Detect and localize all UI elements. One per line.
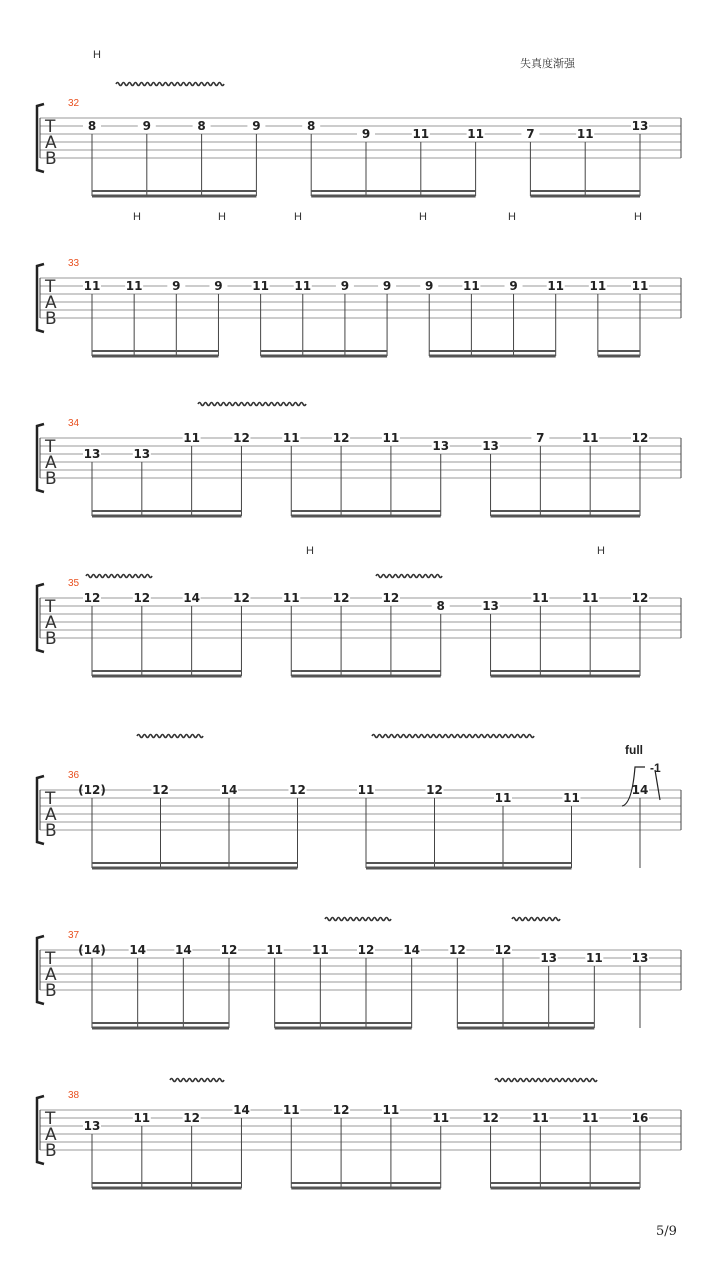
vibrato-mark <box>376 575 442 578</box>
fret-number: 11 <box>581 431 599 445</box>
measure-32 <box>37 49 681 196</box>
fret-number: 12 <box>220 943 238 957</box>
fret-number: 12 <box>482 1111 499 1125</box>
fret-number: 9 <box>425 279 434 293</box>
fret-number: 12 <box>233 591 250 605</box>
fret-number: 12 <box>357 943 375 957</box>
vibrato-mark <box>198 403 306 406</box>
hammer-on-label: H <box>508 211 516 223</box>
vibrato-mark <box>372 735 534 738</box>
fret-number: 11 <box>581 591 599 605</box>
fret-number: 11 <box>83 279 101 293</box>
measure-36 <box>37 770 681 868</box>
measure-number: 32 <box>68 98 80 109</box>
fret-number: 13 <box>432 439 450 453</box>
measure-35 <box>37 545 681 676</box>
vibrato-mark <box>116 83 224 86</box>
fret-number: 11 <box>266 943 284 957</box>
vibrato-mark <box>170 1079 224 1082</box>
bend-release: -1 <box>650 761 661 775</box>
fret-number: 9 <box>214 279 223 293</box>
tab-clef-letter: A <box>45 965 57 985</box>
measure-number: 36 <box>68 770 80 781</box>
fret-number: 11 <box>125 279 143 293</box>
measure-34 <box>37 418 681 516</box>
tab-clef-letter: T <box>45 597 56 617</box>
fret-number: 14 <box>403 943 421 957</box>
hammer-on-label: H <box>133 211 141 223</box>
tab-clef-letter: B <box>45 1141 57 1161</box>
fret-number: 12 <box>631 431 649 445</box>
fret-number: 14 <box>233 1103 250 1117</box>
tab-clef-letter: B <box>45 629 57 649</box>
fret-number: 12 <box>332 431 350 445</box>
fret-number: 13 <box>83 447 101 461</box>
hammer-on-label: H <box>218 211 226 223</box>
fret-number: 13 <box>482 599 499 613</box>
vibrato-mark <box>325 918 391 921</box>
fret-number: 11 <box>357 783 375 797</box>
measure-number: 33 <box>68 258 80 269</box>
fret-number: 11 <box>432 1111 450 1125</box>
measure-number: 34 <box>68 418 80 429</box>
tab-clef-letter: T <box>45 117 56 137</box>
vibrato-mark <box>512 918 560 921</box>
tab-clef-letter: T <box>45 1109 56 1129</box>
fret-number: 9 <box>142 119 151 133</box>
fret-number: 9 <box>340 279 350 293</box>
hammer-on-label: H <box>306 545 314 557</box>
fret-number: 11 <box>563 791 580 805</box>
fret-number: 11 <box>547 279 565 293</box>
hammer-on-label: H <box>294 211 302 223</box>
fret-number: 11 <box>311 943 329 957</box>
tab-clef-letter: A <box>45 805 57 825</box>
hammer-on-label: H <box>419 211 427 223</box>
fret-number: 11 <box>252 279 269 293</box>
fret-number: 13 <box>631 951 649 965</box>
page-number: 5/9 <box>656 1224 677 1239</box>
fret-number: 12 <box>183 1111 200 1125</box>
fret-number: 11 <box>494 791 512 805</box>
tab-clef-letter: A <box>45 613 57 633</box>
tab-clef-letter: B <box>45 821 57 841</box>
fret-number: 13 <box>631 119 649 133</box>
fret-number: 11 <box>576 127 594 141</box>
hammer-on-label: H <box>93 49 101 61</box>
hammer-on-label: H <box>634 211 642 223</box>
fret-number: 14 <box>174 943 192 957</box>
fret-number: 12 <box>426 783 443 797</box>
fret-number: 11 <box>282 431 300 445</box>
measure-number: 37 <box>68 930 80 941</box>
vibrato-mark <box>137 735 203 738</box>
tab-clef-letter: A <box>45 1125 57 1145</box>
fret-number: 12 <box>83 591 101 605</box>
tab-clef-letter: T <box>45 277 56 297</box>
fret-number: 11 <box>183 431 200 445</box>
measure-38 <box>37 1090 681 1188</box>
tab-clef-letter: A <box>45 133 57 153</box>
bend-label: full <box>625 743 643 757</box>
fret-number: 12 <box>448 943 466 957</box>
fret-number: 11 <box>294 279 312 293</box>
vibrato-mark <box>86 575 152 578</box>
fret-number: 8 <box>307 119 316 133</box>
fret-number: 12 <box>289 783 306 797</box>
fret-number: 12 <box>152 783 169 797</box>
fret-number: 9 <box>382 279 392 293</box>
fret-number: 11 <box>382 431 400 445</box>
fret-number: 12 <box>233 431 250 445</box>
tab-clef-letter: B <box>45 309 57 329</box>
fret-number: 14 <box>220 783 238 797</box>
fret-number: 11 <box>463 279 480 293</box>
fret-number: 8 <box>87 119 97 133</box>
fret-number: 13 <box>482 439 499 453</box>
fret-number: 11 <box>133 1111 151 1125</box>
tab-clef-letter: T <box>45 789 56 809</box>
fret-number: 12 <box>382 591 400 605</box>
tab-clef-letter: T <box>45 437 56 457</box>
fret-number: 11 <box>467 127 484 141</box>
fret-number: 11 <box>532 591 549 605</box>
fret-number: 14 <box>631 783 649 797</box>
tab-clef-letter: B <box>45 981 57 1001</box>
fret-number: 12 <box>332 591 350 605</box>
fret-number: 14 <box>183 591 200 605</box>
fret-number: 14 <box>129 943 147 957</box>
fret-number: 7 <box>526 127 535 141</box>
fret-number: 11 <box>631 279 649 293</box>
measure-number: 38 <box>68 1090 80 1101</box>
fret-number: 9 <box>509 279 518 293</box>
hammer-on-label: H <box>597 545 605 557</box>
fret-number: 12 <box>631 591 649 605</box>
tab-clef-letter: T <box>45 949 56 969</box>
measure-37 <box>37 930 681 1028</box>
fret-number: 12 <box>494 943 512 957</box>
fret-number: 7 <box>536 431 545 445</box>
fret-number: 9 <box>252 119 261 133</box>
fret-number: 11 <box>282 591 300 605</box>
measure-33 <box>37 211 681 356</box>
measure-number: 35 <box>68 578 80 589</box>
tab-clef-letter: A <box>45 293 57 313</box>
fret-number: 11 <box>532 1111 549 1125</box>
fret-number: (12) <box>78 783 106 797</box>
expression-text: 失真度渐强 <box>520 58 575 70</box>
fret-number: 11 <box>585 951 603 965</box>
fret-number: (14) <box>78 943 106 957</box>
tab-clef-letter: B <box>45 149 57 169</box>
fret-number: 9 <box>172 279 181 293</box>
fret-number: 12 <box>133 591 151 605</box>
fret-number: 13 <box>133 447 151 461</box>
fret-number: 11 <box>589 279 607 293</box>
fret-number: 13 <box>540 951 558 965</box>
fret-number: 13 <box>83 1119 101 1133</box>
tab-clef-letter: A <box>45 453 57 473</box>
fret-number: 12 <box>332 1103 350 1117</box>
tab-clef-letter: B <box>45 469 57 489</box>
fret-number: 16 <box>631 1111 649 1125</box>
fret-number: 11 <box>282 1103 300 1117</box>
fret-number: 11 <box>581 1111 599 1125</box>
fret-number: 8 <box>436 599 445 613</box>
fret-number: 11 <box>412 127 430 141</box>
vibrato-mark <box>495 1079 597 1082</box>
fret-number: 9 <box>361 127 371 141</box>
fret-number: 11 <box>382 1103 400 1117</box>
fret-number: 8 <box>197 119 206 133</box>
